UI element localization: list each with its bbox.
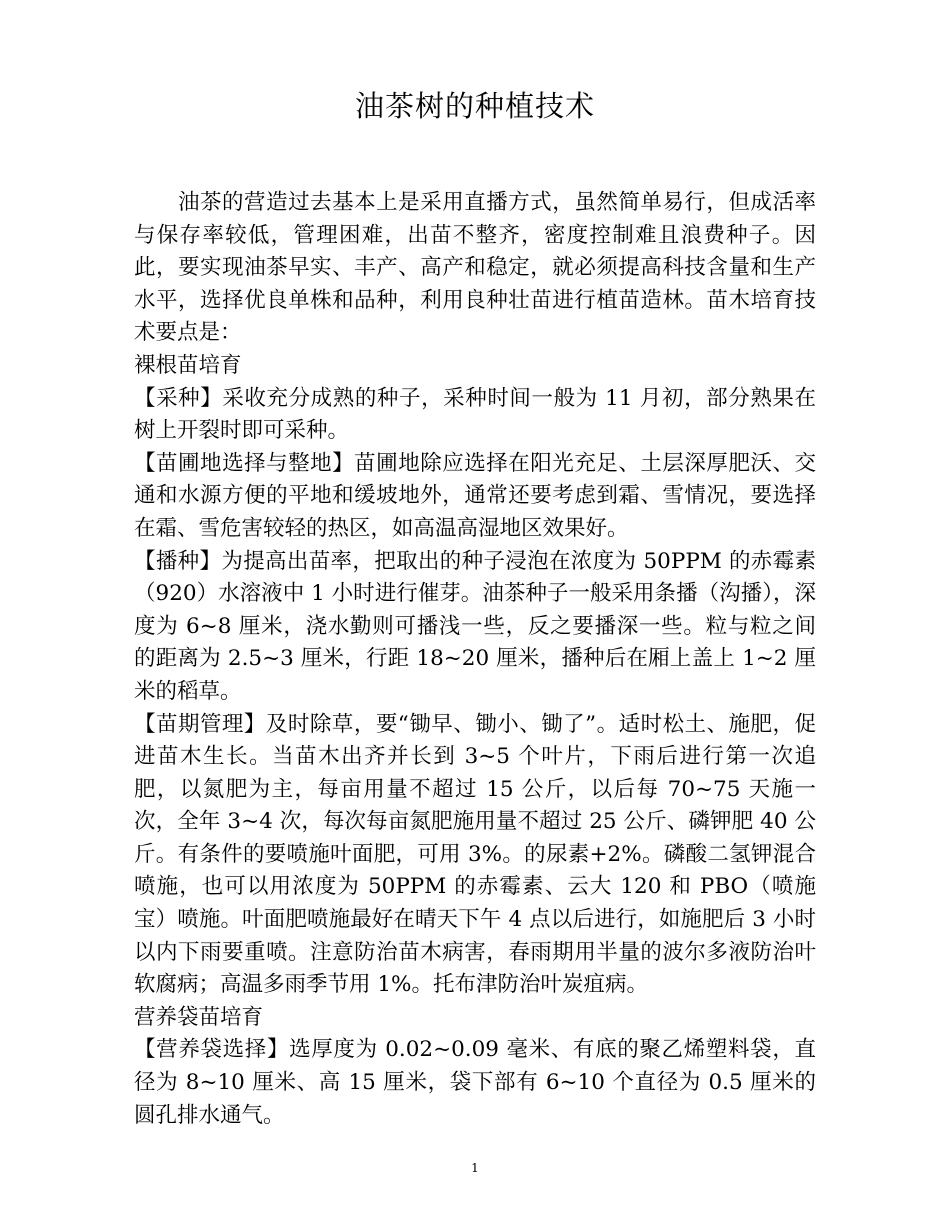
page-number: 1 bbox=[471, 1161, 479, 1175]
section-heading-container: 营养袋苗培育 bbox=[134, 1004, 264, 1030]
document-title: 油茶树的种植技术 bbox=[354, 89, 595, 123]
section-heading-bare-root: 裸根苗培育 bbox=[134, 352, 242, 378]
paragraph-sowing: 【播种】为提高出苗率，把取出的种子浸泡在浓度为 50PPM 的赤霉素（920）水溶液中 1 小时进行催芽。油茶种子一般采用条播（沟播），深度为 6~8 厘米，浇水勤则可播浅一些，反之要播深一些。粒与粒之间的距离为 2.5~3 厘米，行距 18~20 厘米，播种后在厢上盖上 1~2 厘米的稻草。 bbox=[134, 548, 816, 704]
paragraph-container-bag: 【营养袋选择】选厚度为 0.02~0.09 毫米、有底的聚乙烯塑料袋，直径为 8~10 厘米、高 15 厘米，袋下部有 6~10 个直径为 0.5 厘米的圆孔排水通气。 bbox=[134, 1037, 816, 1128]
paragraph-seedling-management: 【苗期管理】及时除草，要“锄早、锄小、锄了”。适时松土、施肥，促进苗木生长。当苗木出齐并长到 3~5 个叶片，下雨后进行第一次追肥，以氮肥为主，每亩用量不超过 15 公斤，以后每 70~75 天施一次，全年 3~4 次，每次每亩氮肥施用量不超过 25 公斤、磷钾肥 40 公斤。有条件的要喷施叶面肥，可用 3%。的尿素+2%。磷酸二氢钾混合喷施，也可以用浓度为 50PPM 的赤霉素、云大 120 和 PBO（喷施宝）喷施。叶面肥喷施最好在晴天下午 4 点以后进行，如施肥后 3 小时以内下雨要重喷。注意防治苗木病害，春雨期用半量的波尔多液防治叶软腐病；高温多雨季节用 1%。托布津防治叶炭疽病。 bbox=[134, 711, 816, 998]
paragraph-seed-collection: 【采种】采收充分成熟的种子，采种时间一般为 11 月初，部分熟果在树上开裂时即可采种。 bbox=[134, 385, 816, 444]
intro-paragraph: 油茶的营造过去基本上是采用直播方式，虽然简单易行，但成活率与保存率较低，管理困难，出苗不整齐，密度控制难且浪费种子。因此，要实现油茶早实、丰产、高产和稳定，就必须提高科技含量和生产水平，选择优良单株和品种，利用良种壮苗进行植苗造林。苗木培育技术要点是： bbox=[134, 190, 816, 346]
paragraph-nursery-site: 【苗圃地选择与整地】苗圃地除应选择在阳光充足、土层深厚肥沃、交通和水源方便的平地和缓坡地外，通常还要考虑到霜、雪情况，要选择在霜、雪危害较轻的热区，如高温高湿地区效果好。 bbox=[134, 450, 816, 541]
document-body bbox=[134, 187, 816, 1132]
